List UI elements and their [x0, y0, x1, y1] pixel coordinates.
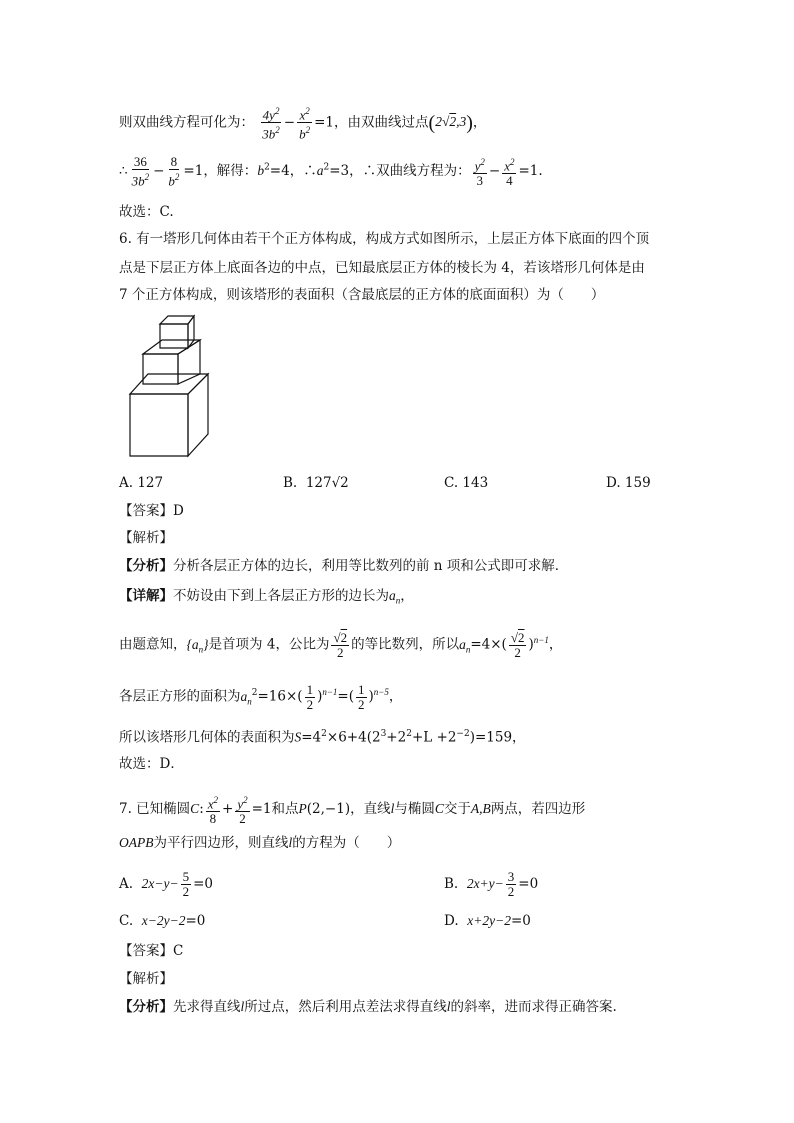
q6-stem-1: 6. 有一塔形几何体由若干个正方体构成，构成方式如图所示，上层正方体下底面的四个顶 — [119, 231, 650, 247]
q6-detail-3: 所以该塔形几何体的表面积为$S=4^2\times 6+4(2^3+2^2+L +2^{-2})=159$， — [119, 729, 526, 746]
prev-conclusion: 故选：C. — [119, 204, 174, 220]
q7-stem-1: 7. 已知椭圆C: $\frac{x^2}{8}$ + $\frac{y^2}{2}$ =1和点P(2,−1)，直线l与椭圆C交于A,B两点，若四边形 — [119, 795, 586, 827]
q7-stem-2: OAPB为平行四边形，则直线l的方程为（ ） — [119, 835, 401, 851]
q6-detail-1: 由题意知，$\{a_n\}$是首项为 4，公比为 $\frac{√2}{2}$ 的等比数列，所以$a_n=4\times$( $\frac{√2}{2}$ )$^{n-1}$， — [119, 629, 563, 660]
q6-xiangjie: 【详解】不妨设由下到上各层正方形的边长为$a_n$， — [119, 588, 414, 606]
q6-answer: 【答案】D — [119, 503, 184, 519]
q6-detail-2: 各层正方形的面积为$a_n^2=16\times$( $\frac{1}{2}$ )$^{n-1}$=( $\frac{1}{2}$ )$^{n-5}$， — [119, 681, 403, 712]
q7-option-b: B. 2x+y− $\frac{3}{2}$ =0 — [444, 869, 539, 899]
q7-option-d: D. x+2y−2=0 — [444, 913, 531, 929]
q6-fenxi: 【分析】分析各层正方体的边长，利用等比数列的前 n 项和公式即可求解． — [119, 558, 569, 574]
q6-option-d: D. 159 — [606, 475, 651, 491]
q7-fenxi: 【分析】先求得直线l所过点，然后利用点差法求得直线l的斜率，进而求得正确答案. — [119, 999, 617, 1015]
q6-stem-3: 7 个正方体构成，则该塔形的表面积（含最底层的正方体的底面面积）为（ ） — [119, 287, 605, 303]
q6-analysis-head: 【解析】 — [119, 530, 173, 546]
prev-line-2: ∴ $\frac{36}{3b^2}$ − $\frac{8}{b^2}$ =1，解得：$b^2=4$，$\therefore a^2=3$，∴双曲线方程为： $\frac{y^2}{3}$ − $\frac{x^2}{4}$ =1. — [119, 154, 543, 189]
q6-stem-2: 点是下层正方体上底面各边的中点，已知最底层正方体的棱长为 4，若该塔形几何体是由 — [119, 260, 645, 276]
q6-option-b-value: 127√2 — [305, 475, 349, 491]
q6-option-a: A. 127 — [119, 475, 164, 491]
q6-option-c: C. 143 — [444, 475, 489, 491]
q7-option-a: A. 2x−y− $\frac{5}{2}$ =0 — [119, 869, 214, 899]
q7-analysis-head: 【解析】 — [119, 971, 173, 987]
prev-line-1: 则双曲线方程可化为： $\frac{4y^2}{3b^2}$ − $\frac{x^2}{b^2}$ =1，由双曲线过点(2√2,3)， — [119, 106, 487, 142]
q7-option-c: C. x−2y−2=0 — [119, 913, 206, 929]
q6-option-b: B. 127√2 — [283, 475, 349, 491]
q6-conclusion: 故选：D． — [119, 756, 184, 772]
q7-answer: 【答案】C — [119, 943, 184, 959]
tower-cubes-figure — [128, 312, 224, 462]
